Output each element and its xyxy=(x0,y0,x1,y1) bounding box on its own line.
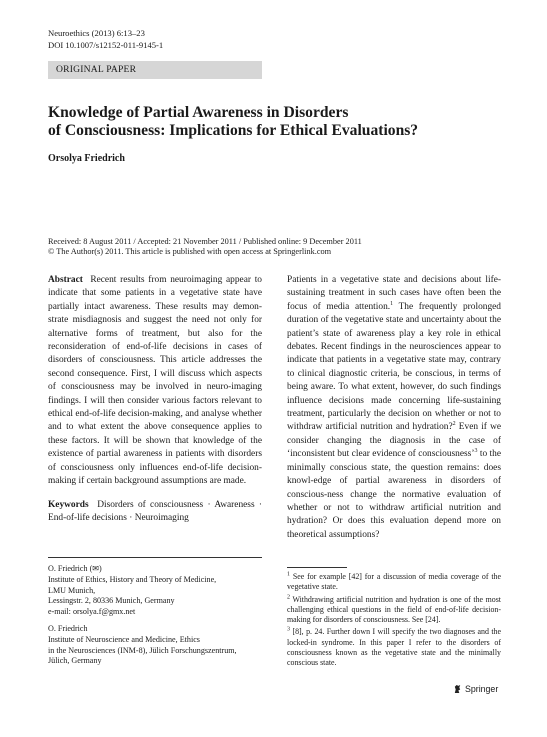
affiliation-line: in the Neurosciences (INM-8), Jülich Forschungszentrum, xyxy=(48,645,237,655)
footnote-ref[interactable]: 3 xyxy=(474,448,478,455)
affiliation-line: LMU Munich, xyxy=(48,585,96,595)
footnote xyxy=(287,572,501,593)
affiliation-line: Institute of Ethics, History and Theory of Medicine, xyxy=(48,574,217,584)
footnote-ref[interactable]: 1 xyxy=(390,300,394,307)
affiliations xyxy=(48,564,278,673)
abstract xyxy=(48,274,262,489)
affiliation-line: Institute of Neuroscience and Medicine, Ethics xyxy=(48,634,200,644)
affiliation-line: Jülich, Germany xyxy=(48,656,102,666)
article-title xyxy=(48,104,488,140)
abstract-text: Recent results from neuroimaging appear to indicate that some patients in a vegetative state have partially intact awareness. These results may demon-strate misdiagnosis and suggest the need not only for alternative forms of treatment, but also for the reconsideration of end-of-life decisions in cases of disorders of consciousness. This article addresses the second consequence. First, I will discuss which aspects of consciousness may be involved in neuro-imaging findings. I will then consider various factors relevant to ethical end-of-life decision-making, and analyse whether and to what extent the above consequence applies to these factors. It will be shown that knowledge of the existence of partial awareness in patients with disorders of consciousness only influences end-of-life decision-making if certain background assumptions are made. xyxy=(48,275,262,487)
footnote-number: 1 xyxy=(287,571,290,578)
footnote-ref[interactable]: 2 xyxy=(452,421,456,428)
springer-horse-icon xyxy=(453,684,462,694)
affiliation-rule xyxy=(48,557,262,558)
footnote-number: 3 xyxy=(287,626,290,633)
body-text-part: Even if we consider changing the diagnosis in the case of ‘inconsistent but clear evidence of consciousness’ xyxy=(287,422,502,460)
body-text-part: Patients in a vegetative state and decisions about life-sustaining treatment in such cases have often been the focus of media attention. xyxy=(287,275,501,312)
affiliation-name: O. Friedrich xyxy=(48,623,88,633)
keywords xyxy=(48,499,262,526)
keywords-text: Disorders of consciousness · Awareness · End-of-life decisions · Neuroimaging xyxy=(48,499,263,523)
affiliation xyxy=(48,624,278,667)
body-text-part: to the minimally conscious state, the question remains: does knowl-edge of partial awareness in disorders of conscious-ness change the normative evaluation of whether or not to withdraw artificial nutrition and hydration? Or does this evaluation depend more on theoretical assumptions? xyxy=(287,449,501,540)
author: Orsolya Friedrich xyxy=(48,153,125,164)
abstract-column xyxy=(48,274,262,525)
publisher-name: Springer xyxy=(465,684,499,694)
footnote xyxy=(287,595,501,626)
section-tag: ORIGINAL PAPER xyxy=(56,64,137,75)
body-text xyxy=(287,274,501,542)
footnote-number: 2 xyxy=(287,593,290,600)
footnote-text: Withdrawing artificial nutrition and hydration is one of the most challenging ethical questions in the field of end-of-life decision-making for disorders of consciousness. See [24]. xyxy=(287,594,501,625)
footnotes xyxy=(287,572,501,671)
copyright-notice: © The Author(s) 2011. This article is published with open access at Springerlink.com xyxy=(48,247,332,256)
publisher-logo xyxy=(453,684,498,694)
title-line-1: Knowledge of Partial Awareness in Disorders xyxy=(48,104,349,121)
keywords-label: Keywords xyxy=(48,499,89,510)
affiliation-name: O. Friedrich (✉) xyxy=(48,564,102,573)
doi: DOI 10.1007/s12152-011-9145-1 xyxy=(48,40,164,50)
footnote xyxy=(287,627,501,668)
affiliation xyxy=(48,564,278,618)
publication-dates: Received: 8 August 2011 / Accepted: 21 November 2011 / Published online: 9 December 2011 xyxy=(48,237,362,246)
affiliation-email[interactable]: e-mail: orsolya.f@gmx.net xyxy=(48,607,136,617)
footnote-rule xyxy=(287,567,347,568)
footnote-text: See for example [42] for a discussion of media coverage of the vegetative state. xyxy=(287,572,501,592)
abstract-label: Abstract xyxy=(48,275,83,285)
affiliation-line: Lessingstr. 2, 80336 Munich, Germany xyxy=(48,596,175,606)
journal-citation: Neuroethics (2013) 6:13–23 xyxy=(48,28,145,38)
footnote-text: [8], p. 24. Further down I will specify the two diagnoses and the locked-in syndrome. In this paper I refer to the disorders of consciousness known as the vegetative state and the minimally conscious state. xyxy=(287,627,501,668)
title-line-2: of Consciousness: Implications for Ethical Evaluations? xyxy=(48,122,419,139)
body-text-part: The frequently prolonged duration of the vegetative state and uncertainty about the patient’s state of awareness play a key role in ethical debates. Recent findings in the neurosciences appear to indicate that patients in a vegetative state may, contrary to clinical diagnostic criteria, be conscious, in terms of being aware. To what extent, however, do such findings influence decisions made concerning life-sustaining treatment, particularly the decision on whether or not to withdraw artificial nutrition and hydration? xyxy=(287,301,501,433)
